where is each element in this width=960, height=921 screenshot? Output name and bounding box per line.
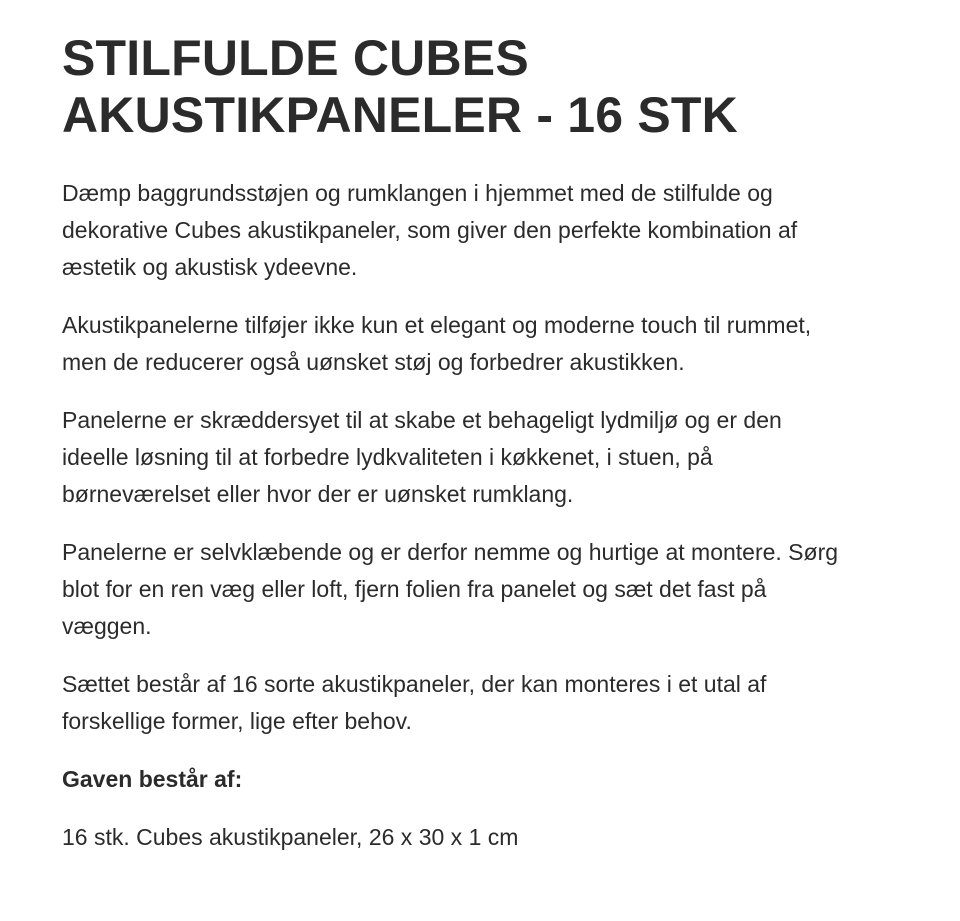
description-paragraph-2: Akustikpanelerne tilføjer ikke kun et elegant og moderne touch til rummet, men de reducerer også uønsket støj og forbedrer akustikken. <box>62 312 812 375</box>
page-title-line-2: AKUSTIKPANELER - 16 STK <box>62 87 738 143</box>
description-paragraph-4: Panelerne er selvklæbende og er derfor nemme og hurtige at montere. Sørg blot for en ren væg eller loft, fjern folien fra panelet og sæt det fast på væggen. <box>62 539 839 639</box>
description-body <box>62 175 842 856</box>
page-title-line-1: STILFULDE CUBES <box>62 30 529 86</box>
gift-contents-item: 16 stk. Cubes akustikpaneler, 26 x 30 x 1 cm <box>62 824 519 850</box>
description-paragraph-1: Dæmp baggrundsstøjen og rumklangen i hjemmet med de stilfulde og dekorative Cubes akustikpaneler, som giver den perfekte kombination af æstetik og akustisk ydeevne. <box>62 180 798 280</box>
page-title <box>62 30 842 144</box>
gift-contents-heading: Gaven består af: <box>62 766 243 792</box>
description-paragraph-5: Sættet består af 16 sorte akustikpaneler, der kan monteres i et utal af forskellige former, lige efter behov. <box>62 671 767 734</box>
product-description-section <box>62 30 842 877</box>
description-paragraph-3: Panelerne er skræddersyet til at skabe et behageligt lydmiljø og er den ideelle løsning til at forbedre lydkvaliteten i køkkenet, i stuen, på børneværelset eller hvor der er uønsket rumklang. <box>62 407 782 507</box>
